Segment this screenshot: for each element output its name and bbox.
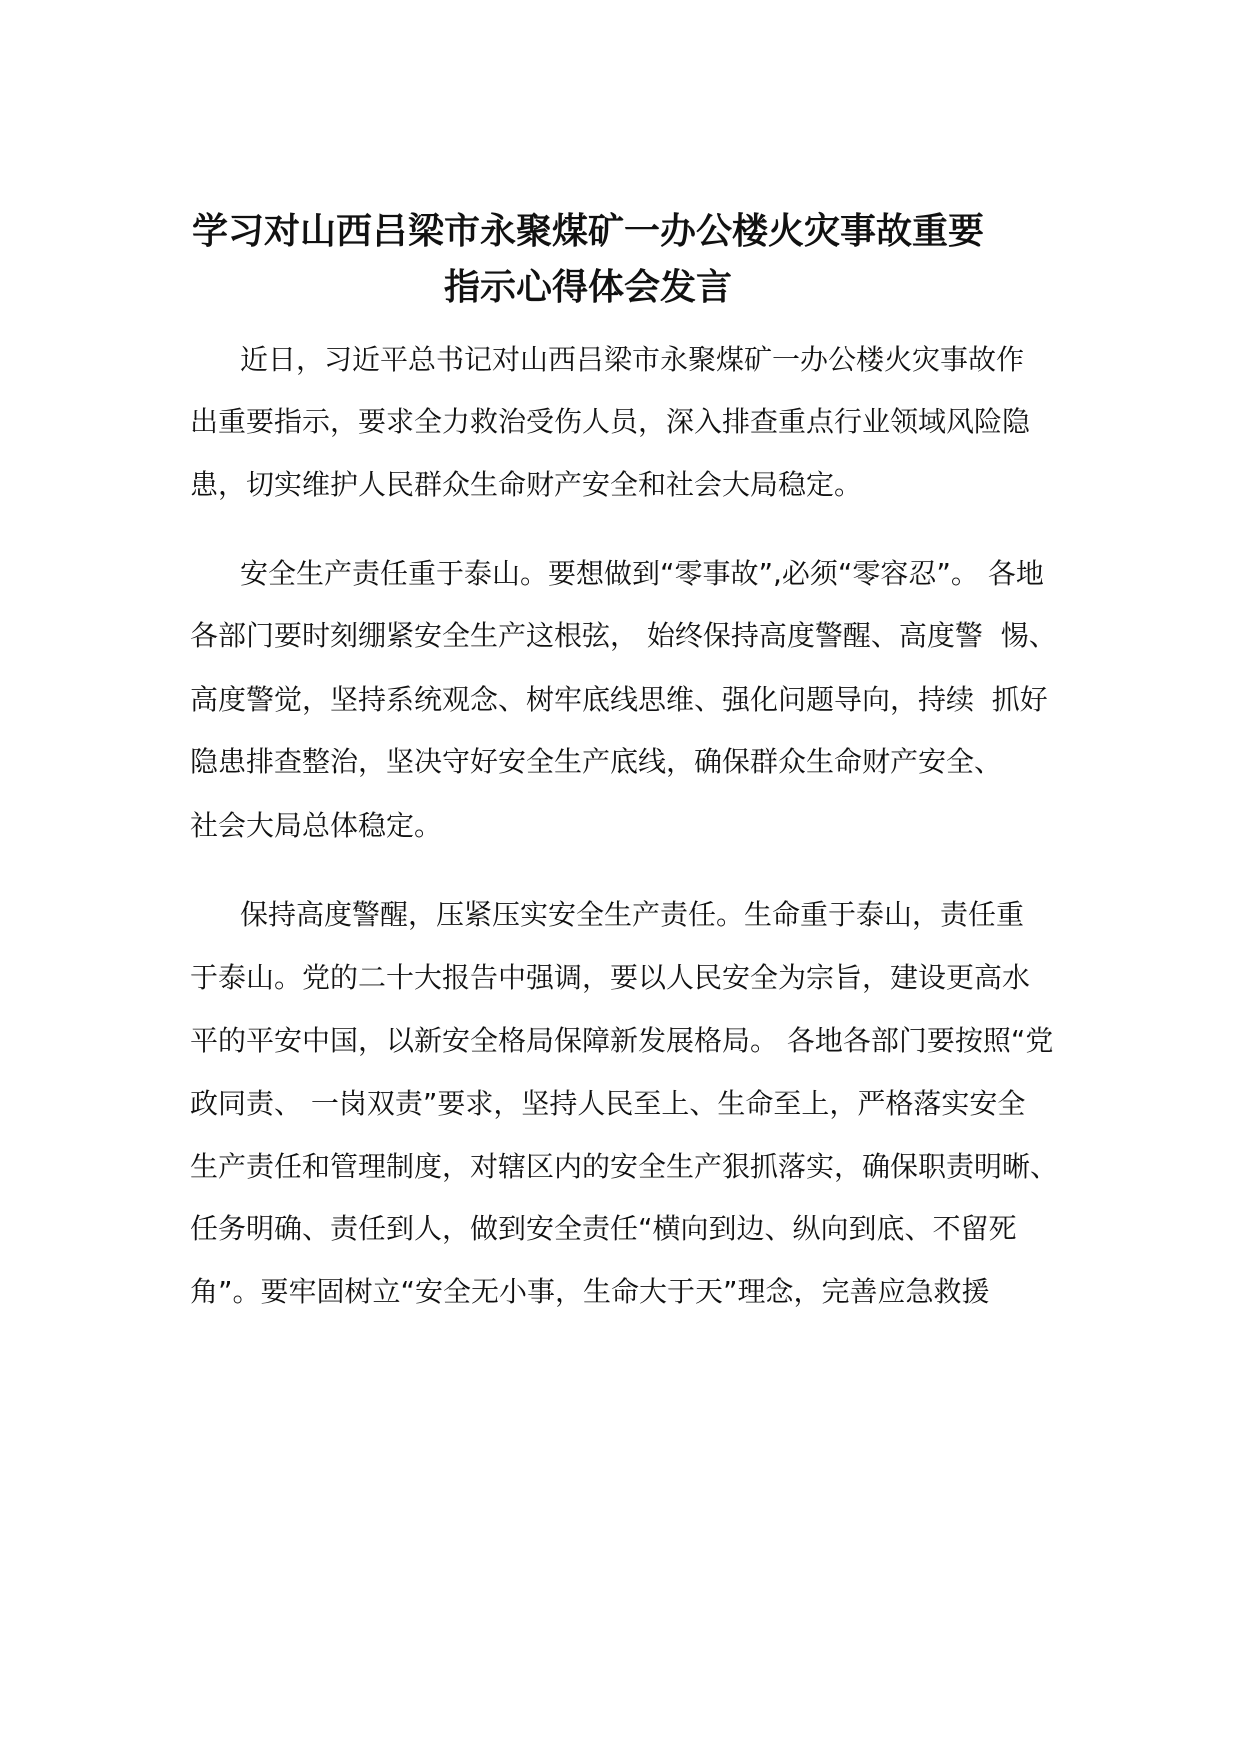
paragraph-1-line-2: 出重要指示，要求全力救治受伤人员，深入排查重点行业领域风险隐 [190,405,1031,438]
paragraph-2-line-4: 隐患排查整治，坚决守好安全生产底线，确保群众生命财产安全、 [190,745,1003,778]
paragraph-3-line-4: 政同责、 一岗双责”要求，坚持人民至上、生命至上，严格落实安全 [190,1087,1026,1120]
paragraph-3-line-7: 角”。要牢固树立“安全无小事，生命大于天”理念，完善应急救援 [190,1275,990,1308]
paragraph-3-line-1: 保持高度警醒，压紧压实安全生产责任。生命重于泰山，责任重 [240,898,1025,931]
paragraph-2-line-1: 安全生产责任重于泰山。要想做到“零事故”,必须“零容忍”。 各地 [240,557,1044,590]
paragraph-1-line-3: 患，切实维护人民群众生命财产安全和社会大局稳定。 [190,468,863,501]
paragraph-3-line-5: 生产责任和管理制度，对辖区内的安全生产狠抓落实，确保职责明晰、 [190,1150,1059,1183]
paragraph-3-line-6: 任务明确、责任到人，做到安全责任“横向到边、纵向到底、不留死 [190,1212,1017,1245]
paragraph-2-line-2: 各部门要时刻绷紧安全生产这根弦， 始终保持高度警醒、高度警 惕、 [190,619,1057,652]
document-title-line-1: 学习对山西吕梁市永聚煤矿一办公楼火灾事故重要 [191,211,984,252]
paragraph-1-line-1: 近日，习近平总书记对山西吕梁市永聚煤矿一办公楼火灾事故作 [240,343,1025,376]
paragraph-3-line-3: 平的平安中国，以新安全格局保障新发展格局。 各地各部门要按照“党 [190,1024,1054,1057]
paragraph-2-line-3: 高度警觉，坚持系统观念、树牢底线思维、强化问题导向，持续 抓好 [190,683,1048,716]
paragraph-3-line-2: 于泰山。党的二十大报告中强调，要以人民安全为宗旨，建设更高水 [190,961,1031,994]
document-title-line-2: 指示心得体会发言 [443,267,732,308]
paragraph-2-line-5: 社会大局总体稳定。 [190,809,443,842]
